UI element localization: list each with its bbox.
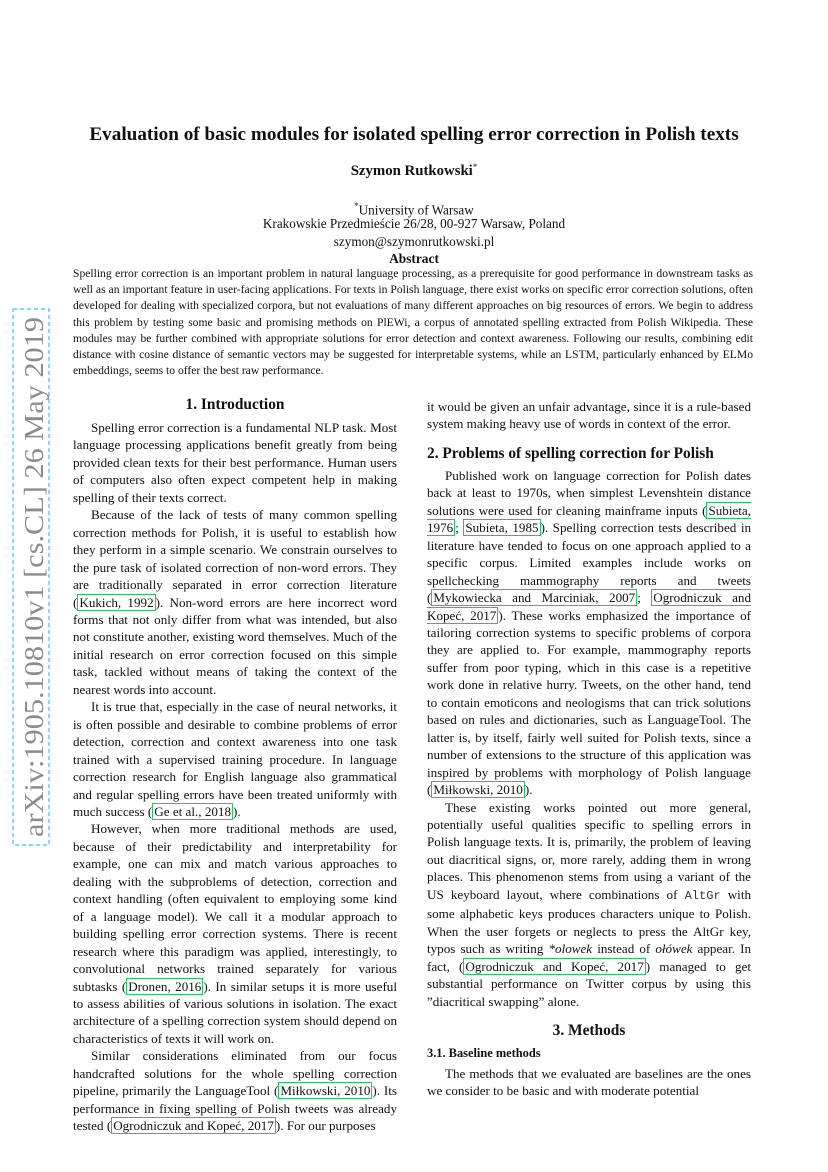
section-heading-problems: 2. Problems of spelling correction for Polish: [427, 444, 714, 462]
affiliation-address: Krakowskie Przedmieście 26/28, 00-927 Warsaw, Poland: [262, 216, 566, 231]
intro-paragraph-3: It is true that, especially in the case of neural networks, it is often possible and desirable to combine problems of error detection, correction and context awareness into one task trained with a supervised training procedure. In language correction research for English language also grammatical and regular spelling errors have been treated uniformly with much success ( Ge et al., 2018 ).: [73, 699, 397, 819]
author-block: [0, 163, 828, 180]
citation-link[interactable]: Ogrodniczuk and Kopeć, 2017: [113, 1118, 274, 1134]
affiliation-mark: *: [354, 201, 359, 211]
citation-link[interactable]: Miłkowski, 2010: [280, 1083, 371, 1099]
affiliation-block: [0, 197, 828, 251]
citation-link[interactable]: Ogrodniczuk and Kopeć, 2017: [465, 958, 644, 974]
author-email: szymon@szymonrutkowski.pl: [333, 234, 495, 249]
citation-link[interactable]: Kukich, 1992: [79, 594, 154, 610]
abstract-text: Spelling error correction is an important problem in natural language processing, as a prerequisite for good performance in downstream tasks as well as an important feature in user-facing applications. For texts in Polish language, there exist works on specific error correction solutions, often developed for dealing with specialized corpora, but not evaluations of many different approaches on big resources of errors. We begin to address this problem by testing some basic and promising methods on PlEWi, a corpus of annotated spelling extracted from Polish Wikipedia. These modules may be further combined with appropriate solutions for error detection and context awareness. Following our results, combining edit distance with cosine distance of semantic vectors may be suggested for interpretable systems, while an LSTM, particularly enhanced by ELMo embeddings, seems to offer the best raw performance.: [73, 267, 753, 378]
citation-link[interactable]: Subieta, 1985: [465, 520, 539, 536]
left-column: [73, 395, 397, 1135]
citation-link[interactable]: Ge et al., 2018: [154, 803, 232, 819]
citation-link[interactable]: Miłkowski, 2010: [433, 782, 523, 798]
arxiv-identifier-stamp: [8, 305, 58, 850]
intro-paragraph-2: Because of the lack of tests of many common spelling correction methods for Polish, it is useful to establish how they perform in a simple scenario. We constrain ourselves to the pure task of isolated correction of non-word errors. They are traditionally separated in error correction literature ( Kukich, 1992 ). Non-word errors are here incorrect word forms that not only differ from what was intended, but also not constitute another, existing word themselves. Much of the initial research on error correction focused on this simple task, tackled without means of taking the context of the nearest words into account.: [73, 507, 397, 697]
intro-paragraph-5: Similar considerations eliminated from our focus handcrafted solutions for the whole spelling correction pipeline, primarily the LanguageTool ( Miłkowski, 2010 ). Its performance in fixing spelling of Polish tweets was already tested ( Ogrodniczuk and Kopeć, 2017 ). For our purposes: [73, 1048, 397, 1134]
altgr-key-code: AltGr: [684, 888, 721, 903]
problems-paragraph-2: These existing works pointed out more general, potentially useful qualities specific to spelling errors in Polish language texts. It is, primarily, the problem of leaving out diacritical signs, or, more rarely, adding them in wrong places. This phenomenon stems from using a variant of the US keyboard layout, where combinations of AltGr with some alphabetic keys produces characters unique to Polish. When the user forgets or neglects to press the AltGr key, typos such as writing *olowek instead of ołówek appear. In fact, ( Ogrodniczuk and Kopeć, 2017 ) managed to get substantial performance on Twitter corpus by using this ”diacritical swapping” alone.: [427, 799, 752, 1009]
problems-paragraph-1: Published work on language correction for Polish dates back at least to 1970s, when simplest Levenshtein distance solutions were used for cleaning mainframe inputs ( Subieta, 1976 ; Subieta, 1985 ). Spelling correction tests described in literature have tended to focus on one approach applied to a specific corpus. Limited examples include works on spellchecking mammography reports and tweets ( Mykowiecka and Marciniak, 2007 ; Ogrodniczuk and Kopeć, 2017 ). These works emphasized the importance of tailoring correction systems to specific problems of corpora they are applied to. For example, mammography reports suffer from poor typing, which in this case is a repetitive work done in relative hurry. Tweets, on the other hand, tend to contain emoticons and neologisms that can trick solutions based on rules and dictionaries, such as LanguageTool. The latter is, by itself, fairly well suited for Polish texts, since a number of extensions to the structure of this application was inspired by problems with morphology of Polish language ( Miłkowski, 2010 ).: [427, 467, 751, 798]
author-mark: *: [472, 162, 478, 172]
typo-example: *olowek: [548, 941, 593, 957]
correct-example: ołówek: [655, 941, 693, 957]
citation-link[interactable]: Ogrodniczuk and Kopeć, 2017: [427, 590, 751, 623]
right-column: [427, 398, 751, 1100]
affiliation-university: University of Warsaw: [358, 202, 474, 218]
intro-paragraph-4: However, when more traditional methods are used, because of their predictability and interpretability for example, one can mix and match various approaches to dealing with the subproblems of detection, correction and context handling (often equivalent to employing some kind of a language model). We call it a modular approach to building spelling error correction systems. There is recent research where this paradigm was applied, interestingly, to convolutional networks trained separately for various subtasks ( Dronen, 2016 ). In similar setups it is more useful to assess abilities of various solutions in isolation. The exact architecture of a spelling correction system should depend on characteristics of texts it will work on.: [73, 821, 397, 1046]
section-heading-introduction: 1. Introduction: [185, 396, 285, 413]
intro-paragraph-1: Spelling error correction is a fundamental NLP task. Most language processing applications benefit greatly from being provided clean texts for their best performance. Human users of computers also often expect competent help in making spelling of their texts correct.: [73, 420, 397, 505]
subsection-heading-baseline: 3.1. Baseline methods: [427, 1045, 541, 1060]
methods-paragraph-1: The methods that we evaluated are baselines are the ones we consider to be basic and with moderate potential: [427, 1065, 751, 1099]
citation-link[interactable]: Subieta, 1976: [427, 502, 751, 536]
arxiv-stamp-text: arXiv:1905.10810v1 [cs.CL] 26 May 2019: [18, 364, 49, 837]
author-name: Szymon Rutkowski: [350, 163, 473, 179]
citation-link[interactable]: Mykowiecka and Marciniak, 2007: [433, 590, 636, 606]
section-heading-methods: 3. Methods: [552, 1021, 626, 1039]
citation-link[interactable]: Dronen, 2016: [128, 978, 202, 994]
paper-title: Evaluation of basic modules for isolated spelling error correction in Polish texts: [89, 124, 739, 145]
intro-continuation: it would be given an unfair advantage, since it is a rule-based system making heavy use of words in context of the error.: [427, 399, 751, 432]
abstract-heading: Abstract: [389, 251, 439, 266]
